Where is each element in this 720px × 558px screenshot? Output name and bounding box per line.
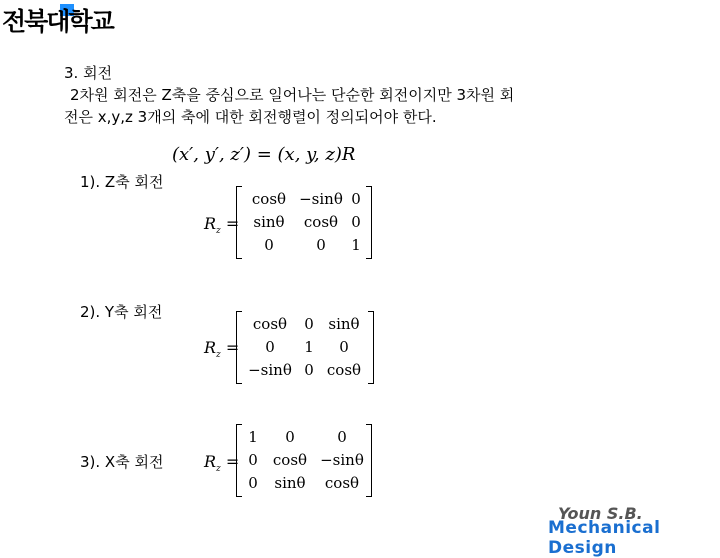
z-rotation-label: 1). Z축 회전: [80, 173, 164, 191]
y-rotation-matrix: [236, 311, 374, 384]
matrix-cell: 0: [351, 213, 361, 231]
matrix-right-bracket: [366, 424, 372, 497]
matrix-cell: 0: [304, 315, 314, 333]
section-heading: 3. 회전: [64, 64, 113, 82]
matrix-cell: cosθ: [303, 213, 339, 231]
matrix-cell: 0: [265, 338, 275, 356]
matrix-cell: cosθ: [326, 361, 362, 379]
rotation-equation: (x′, y′, z′) = (x, y, z)R: [172, 144, 356, 165]
matrix-symbol: R: [204, 338, 217, 357]
matrix-cell: 0: [316, 236, 326, 254]
matrix-right-bracket: [368, 311, 374, 384]
x-rotation-matrix: [236, 424, 372, 497]
matrix-cell: 0: [285, 428, 295, 446]
matrix-left-bracket: [236, 186, 242, 259]
y-rotation-label: 2). Y축 회전: [80, 303, 163, 321]
section-paragraph: [64, 84, 634, 128]
x-rotation-label: 3). X축 회전: [80, 453, 164, 471]
footer-author: Youn S.B.: [558, 504, 643, 523]
matrix-cell: 1: [248, 428, 258, 446]
footer-logo: [548, 504, 718, 558]
matrix-cell: 0: [339, 338, 349, 356]
matrix-cell: sinθ: [274, 474, 306, 492]
matrix-cell: sinθ: [253, 213, 285, 231]
matrix-cell: 1: [351, 236, 361, 254]
university-logo: [2, 2, 113, 38]
matrix-cell: cosθ: [272, 451, 308, 469]
matrix-cell: −sinθ: [248, 361, 292, 379]
matrix-cell: 0: [248, 474, 258, 492]
logo-text: 전북대학교: [2, 7, 113, 36]
matrix-right-bracket: [366, 186, 372, 259]
y-matrix-label: $R_z$ =: [204, 338, 240, 361]
matrix-left-bracket: [236, 424, 242, 497]
matrix-cell: −sinθ: [320, 451, 364, 469]
x-matrix-label: $R_z$ =: [204, 452, 240, 475]
matrix-cell: 0: [351, 190, 361, 208]
z-matrix-label: $R_z$ =: [204, 214, 240, 237]
matrix-subscript: z: [216, 226, 221, 237]
paragraph-line-1: 2차원 회전은 Z축을 중심으로 일어나는 단순한 회전이지만 3차원 회: [70, 86, 515, 104]
matrix-symbol: R: [204, 214, 217, 233]
footer-title: Mechanical Design: [548, 518, 661, 558]
matrix-cell: 0: [248, 451, 258, 469]
matrix-cell: cosθ: [251, 190, 287, 208]
matrix-symbol: R: [204, 452, 217, 471]
paragraph-line-2: 전은 x,y,z 3개의 축에 대한 회전행렬이 정의되어야 한다.: [64, 108, 437, 126]
matrix-cell: 0: [337, 428, 347, 446]
matrix-subscript: z: [216, 350, 221, 361]
matrix-left-bracket: [236, 311, 242, 384]
matrix-cell: 1: [304, 338, 314, 356]
matrix-cell: 0: [264, 236, 274, 254]
matrix-cell: cosθ: [324, 474, 360, 492]
matrix-cell: cosθ: [252, 315, 288, 333]
matrix-cell: −sinθ: [299, 190, 343, 208]
matrix-cell: sinθ: [328, 315, 360, 333]
z-rotation-matrix: [236, 186, 372, 259]
matrix-cell: 0: [304, 361, 314, 379]
matrix-subscript: z: [216, 464, 221, 475]
